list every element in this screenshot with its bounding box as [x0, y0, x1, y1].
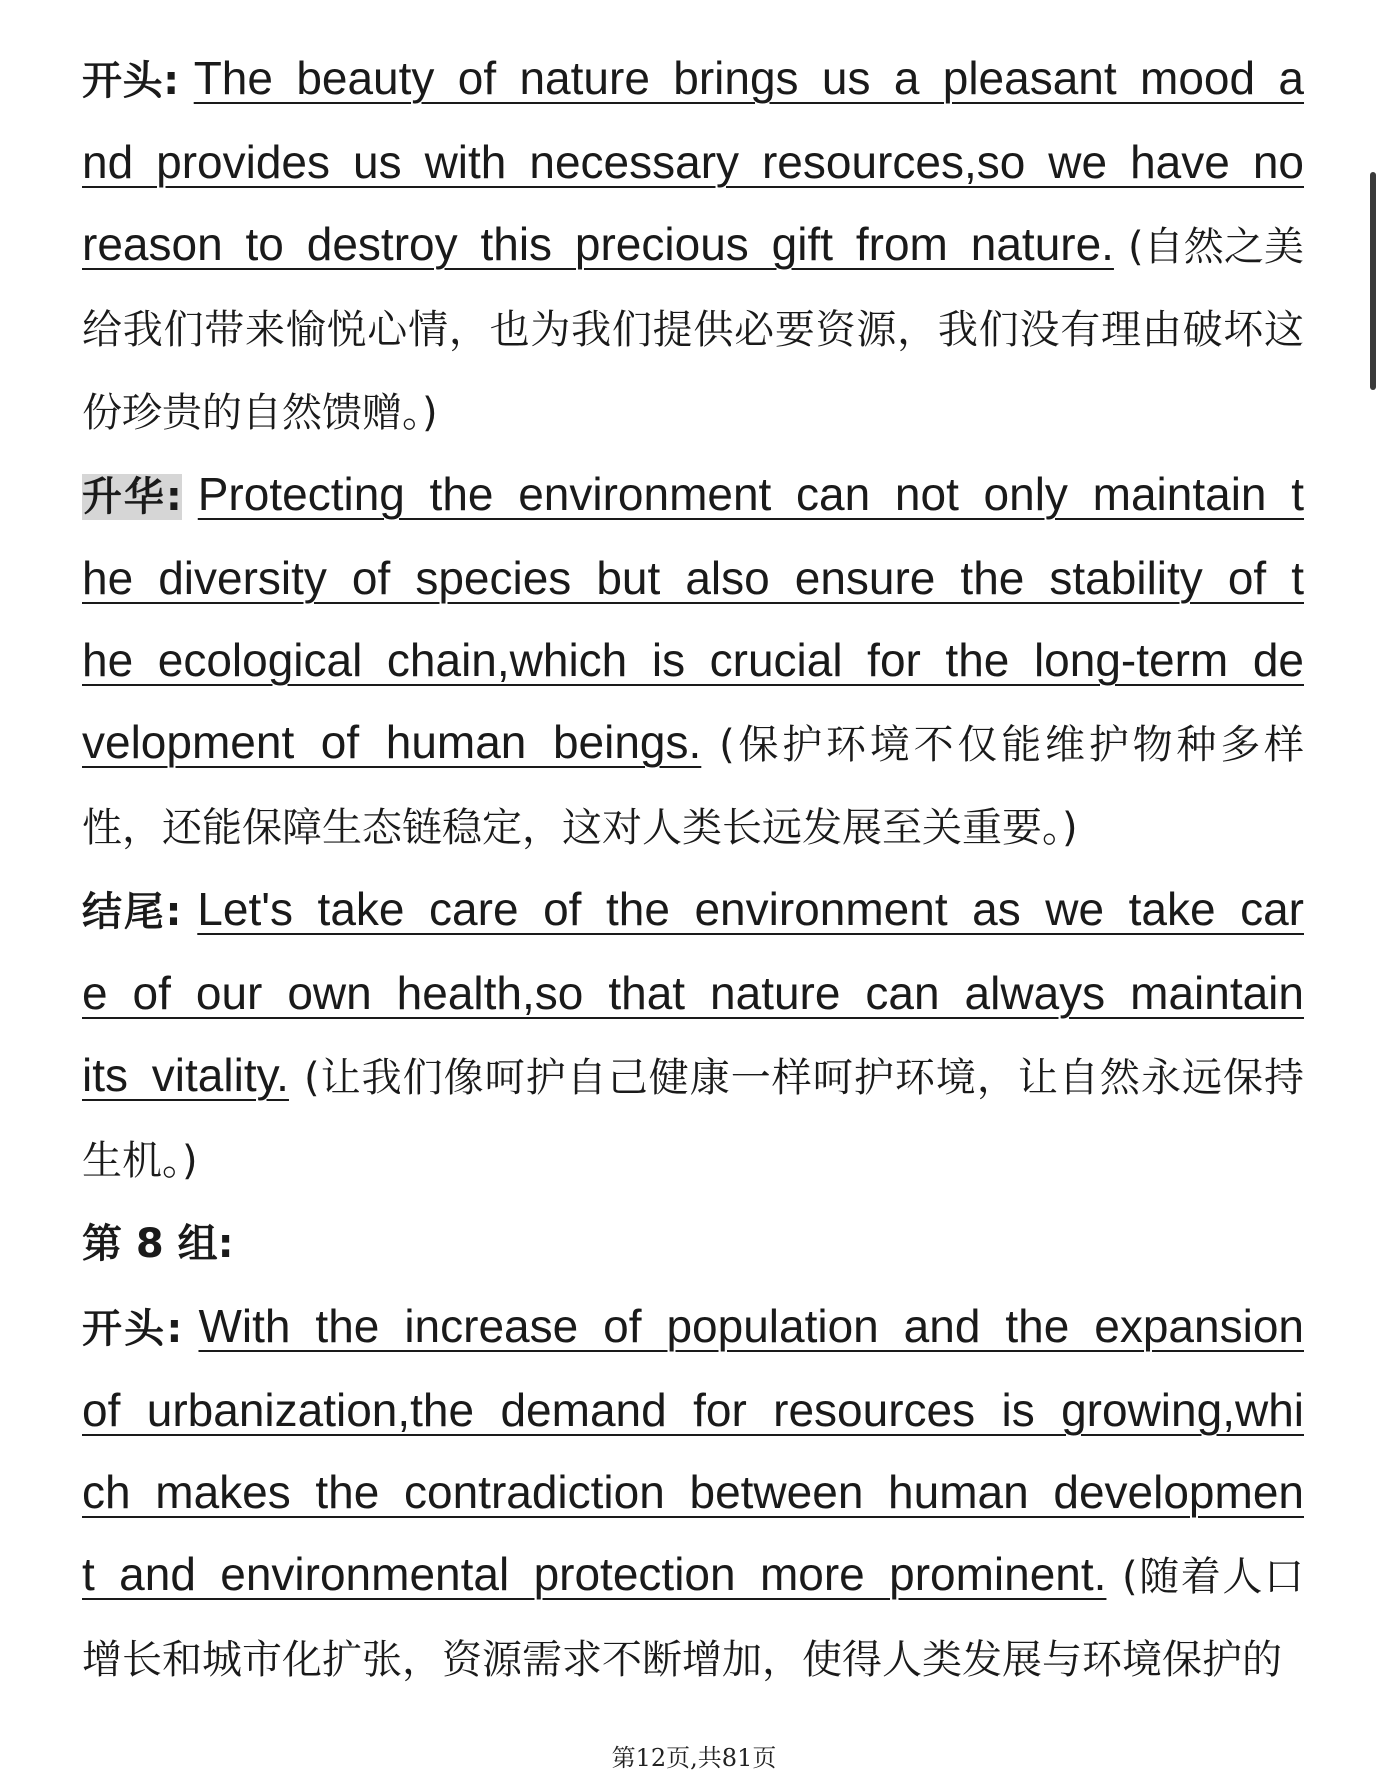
chinese-translation: (随着人口增长和城市化扩张，资源需求不断增加，使得人类发展与环境保护的 — [82, 1554, 1304, 1683]
chinese-translation: (保护环境不仅能维护物种多样性，还能保障生态链稳定，这对人类长远发展至关重要。) — [82, 722, 1304, 851]
paragraph-opening-1 — [82, 38, 1304, 454]
chinese-translation: (自然之美给我们带来愉悦心情，也为我们提供必要资源，我们没有理由破坏这份珍贵的自然馈赠。) — [82, 224, 1304, 436]
page-indicator: 第12页,共81页 — [611, 1744, 777, 1772]
label-ending: 结尾: — [82, 889, 182, 935]
english-text: The beauty of nature brings us a pleasant mood and provides us with necessary resources,so we have no reason to destroy this precious gift from nature. — [82, 52, 1305, 270]
scrollbar[interactable] — [1370, 172, 1376, 390]
label-opening: 开头: — [82, 58, 180, 104]
english-text: Protecting the environment can not only maintain the diversity of species but also ensure the stability of the ecological chain,which is crucial for the long-term development of human beings. — [82, 468, 1304, 768]
english-text: With the increase of population and the expansion of urbanization,the demand for resources is growing,which makes the contradiction between human development and environmental protection more prominent. — [82, 1300, 1304, 1600]
paragraph-sublimation — [82, 454, 1304, 869]
english-text: Let's take care of the environment as we take care of our own health,so that nature can always maintain its vitality. — [82, 883, 1304, 1101]
document-page — [82, 38, 1304, 1701]
label-sublimation: 升华: — [82, 474, 182, 520]
chinese-translation: (让我们像呵护自己健康一样呵护环境，让自然永远保持生机。) — [82, 1055, 1304, 1184]
group-heading: 第 8 组: — [82, 1221, 234, 1267]
label-opening: 开头: — [82, 1306, 183, 1352]
paragraph-opening-2 — [82, 1286, 1304, 1701]
paragraph-ending — [82, 869, 1304, 1202]
